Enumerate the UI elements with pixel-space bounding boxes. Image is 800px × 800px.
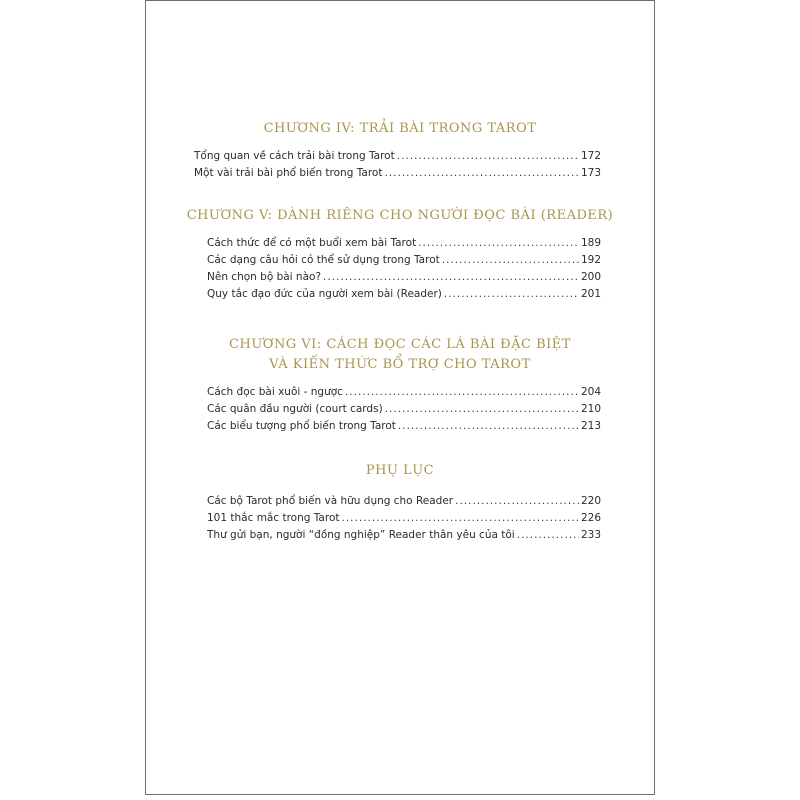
dot-leader [342, 510, 579, 527]
toc-entry-label: Nên chọn bộ bài nào? [207, 271, 322, 283]
dot-leader [517, 527, 579, 544]
toc-entry-page: 233 [580, 529, 601, 541]
toc-entry-page: 172 [580, 150, 601, 162]
toc-entry-label: Quy tắc đạo đức của người xem bài (Reader) [207, 288, 442, 300]
chapter-heading-line: CHƯƠNG VI: CÁCH ĐỌC CÁC LÁ BÀI ĐẶC BIỆT [229, 337, 571, 352]
toc-entry [194, 165, 601, 182]
toc-entry [207, 252, 601, 269]
toc-entry-page: 226 [580, 512, 601, 524]
toc-entry-page: 201 [580, 288, 601, 300]
toc-section-chapter-5 [146, 206, 654, 303]
toc-entry-page: 210 [580, 403, 601, 415]
toc-entry-label: Thư gửi bạn, người “đồng nghiệp” Reader thân yêu của tôi [207, 529, 515, 541]
toc-entry-label: Các bộ Tarot phổ biến và hữu dụng cho Reader [207, 495, 454, 507]
chapter-heading [146, 119, 654, 139]
toc-entry-page: 189 [580, 237, 601, 249]
toc-section-appendix [146, 461, 654, 544]
toc-entry-page: 200 [580, 271, 601, 283]
dot-leader [444, 286, 579, 303]
toc-entry-label: Các quân đầu người (court cards) [207, 403, 383, 415]
dot-leader [442, 252, 579, 269]
toc-entry-page: 173 [580, 167, 601, 179]
toc-entry [194, 148, 601, 165]
toc-entry-label: Cách thức để có một buổi xem bài Tarot [207, 237, 417, 249]
toc-entry-page: 213 [580, 420, 601, 432]
toc-entry [207, 527, 601, 544]
chapter-heading [146, 206, 654, 226]
chapter-heading-line: PHỤ LỤC [365, 463, 435, 478]
toc-entry-page: 220 [580, 495, 601, 507]
toc-entry [207, 286, 601, 303]
toc-entry [207, 269, 601, 286]
dot-leader [384, 165, 578, 182]
dot-leader [385, 401, 579, 418]
chapter-heading [146, 335, 654, 375]
chapter-heading [146, 461, 654, 481]
toc-entry [207, 510, 601, 527]
dot-leader [345, 384, 579, 401]
toc-entry [207, 401, 601, 418]
toc-entry-label: Cách đọc bài xuôi - ngược [207, 386, 343, 398]
toc-entry [207, 493, 601, 510]
dot-leader [398, 418, 579, 435]
dot-leader [455, 493, 579, 510]
dot-leader [323, 269, 579, 286]
toc-entry [207, 418, 601, 435]
toc-entry-page: 192 [580, 254, 601, 266]
book-page [145, 0, 655, 795]
toc-entry [207, 235, 601, 252]
toc-entry-page: 204 [580, 386, 601, 398]
chapter-heading-line: VÀ KIẾN THỨC BỔ TRỢ CHO TAROT [269, 357, 531, 372]
toc-entry-label: Tổng quan về cách trải bài trong Tarot [194, 150, 395, 162]
toc-section-chapter-4 [146, 119, 654, 182]
dot-leader [397, 148, 579, 165]
toc-entry-label: 101 thắc mắc trong Tarot [207, 512, 340, 524]
toc-section-chapter-6 [146, 335, 654, 435]
toc-entry [207, 384, 601, 401]
chapter-heading-line: CHƯƠNG IV: TRẢI BÀI TRONG TAROT [263, 121, 537, 136]
toc-entry-label: Các biểu tượng phổ biến trong Tarot [207, 420, 396, 432]
chapter-heading-line: CHƯƠNG V: DÀNH RIÊNG CHO NGƯỜI ĐỌC BÀI (READER) [186, 208, 614, 223]
dot-leader [418, 235, 579, 252]
toc-entry-label: Các dạng câu hỏi có thể sử dụng trong Tarot [207, 254, 440, 266]
toc-entry-label: Một vài trải bài phổ biến trong Tarot [194, 167, 383, 179]
